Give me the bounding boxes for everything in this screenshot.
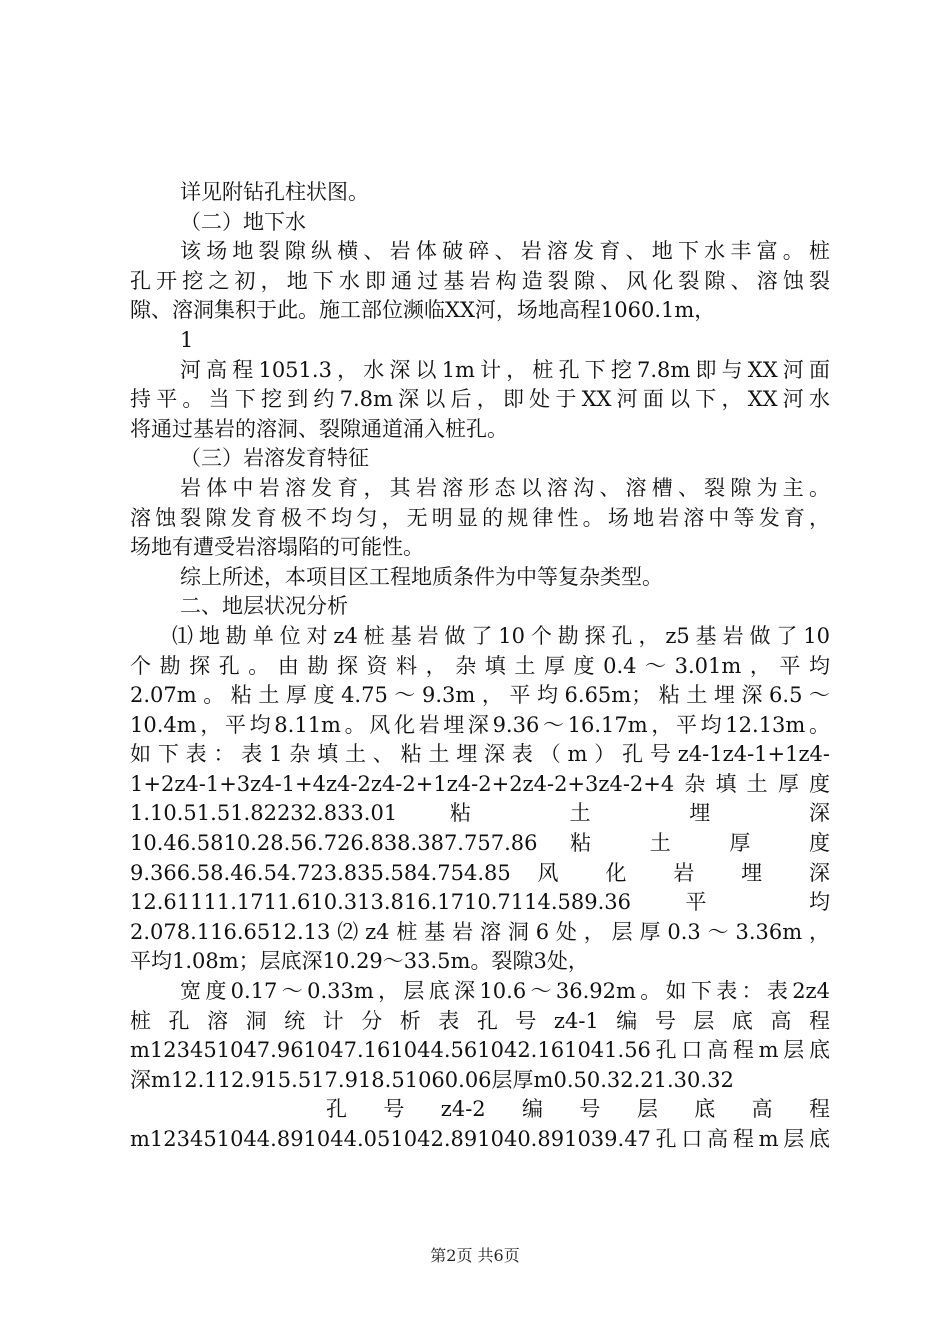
paragraph-line: 隙、溶洞集积于此。施工部位濒临XX河，场地高程1060.1m， <box>130 298 716 323</box>
paragraph-line: 2.078.116.6512.13⑵z4桩基岩溶洞6处，层厚0.3～3.36m， <box>130 919 830 944</box>
paragraph-line: 10.4m，平均8.11m。风化岩埋深9.36～16.17m，平均12.13m。 <box>130 712 830 737</box>
paragraph-line: 岩体中岩溶发育，其岩溶形态以溶沟、溶槽、裂隙为主。 <box>180 475 830 500</box>
paragraph-line: 桩孔溶洞统计分析表孔号z4-1编号层底高程 <box>130 1008 830 1033</box>
page-footer: 第2页 共6页 <box>430 1246 520 1265</box>
paragraph-line: 孔开挖之初，地下水即通过基岩构造裂隙、风化裂隙、溶蚀裂 <box>130 268 830 293</box>
paragraph-line: m123451047.961047.161044.561042.161041.56孔口高程m层底 <box>130 1038 830 1063</box>
paragraph-line: 该场地裂隙纵横、岩体破碎、岩溶发育、地下水丰富。桩 <box>180 239 830 264</box>
paragraph-line: 详见附钻孔柱状图。 <box>180 180 369 204</box>
section-heading: （三）岩溶发育特征 <box>180 446 369 471</box>
paragraph-line: 9.366.58.46.54.723.835.584.754.85 风 化 岩 埋 深 <box>130 860 830 885</box>
paragraph-line: 2.07m。粘土厚度4.75～9.3m，平均6.65m；粘土埋深6.5～ <box>130 683 830 708</box>
document-body <box>130 178 830 1155</box>
paragraph-line: 宽度0.17～0.33m，层底深10.6～36.92m。如下表：表2z4 <box>180 979 830 1004</box>
paragraph-line: 1.10.51.51.82232.833.01 粘 土 埋 深 <box>130 801 830 826</box>
paragraph-line: 持平。当下挖到约7.8m深以后，即处于XX河面以下，XX河水 <box>130 387 830 412</box>
paragraph-line: 综上所述，本项目区工程地质条件为中等复杂类型。 <box>180 564 663 589</box>
paragraph-line: m123451044.891044.051042.891040.891039.47孔口高程m层底 <box>130 1127 830 1151</box>
paragraph-line: 平均1.08m；层底深10.29～33.5m。裂隙3处， <box>130 949 589 974</box>
paragraph-line: 孔号z4-2编号层底高程 <box>326 1097 830 1122</box>
paragraph-line: 场地有遭受岩溶塌陷的可能性。 <box>130 535 424 560</box>
page-number-marker: 1 <box>180 327 194 352</box>
paragraph-line: 深m12.112.915.517.918.51060.06层厚m0.50.32.21.30.32 <box>130 1067 734 1092</box>
section-heading: 二、地层状况分析 <box>180 594 348 619</box>
paragraph-line: 10.46.5810.28.56.726.838.387.757.86 粘 土 厚 度 <box>130 831 830 856</box>
paragraph-line: 河高程1051.3，水深以1m计，桩孔下挖7.8m即与XX河面 <box>180 357 830 382</box>
paragraph-line: 将通过基岩的溶洞、裂隙通道涌入桩孔。 <box>130 416 508 441</box>
paragraph-line: 1+2z4-1+3z4-1+4z4-2z4-2+1z4-2+2z4-2+3z4-2+4杂填土厚度 <box>130 771 830 796</box>
paragraph-line: 个勘探孔。由勘探资料，杂填土厚度0.4～3.01m，平均 <box>130 653 830 678</box>
paragraph-line: 溶蚀裂隙发育极不均匀，无明显的规律性。场地岩溶中等发育， <box>130 505 830 530</box>
paragraph-line: ⑴地勘单位对z4桩基岩做了10个勘探孔，z5基岩做了10 <box>172 623 830 648</box>
paragraph-line: 如下表：表1杂填土、粘土埋深表（m）孔号z4-1z4-1+1z4- <box>130 742 830 767</box>
section-heading: （二）地下水 <box>180 209 306 234</box>
paragraph-line: 12.61111.1711.610.313.816.1710.7114.589.36 平 均 <box>130 890 830 915</box>
